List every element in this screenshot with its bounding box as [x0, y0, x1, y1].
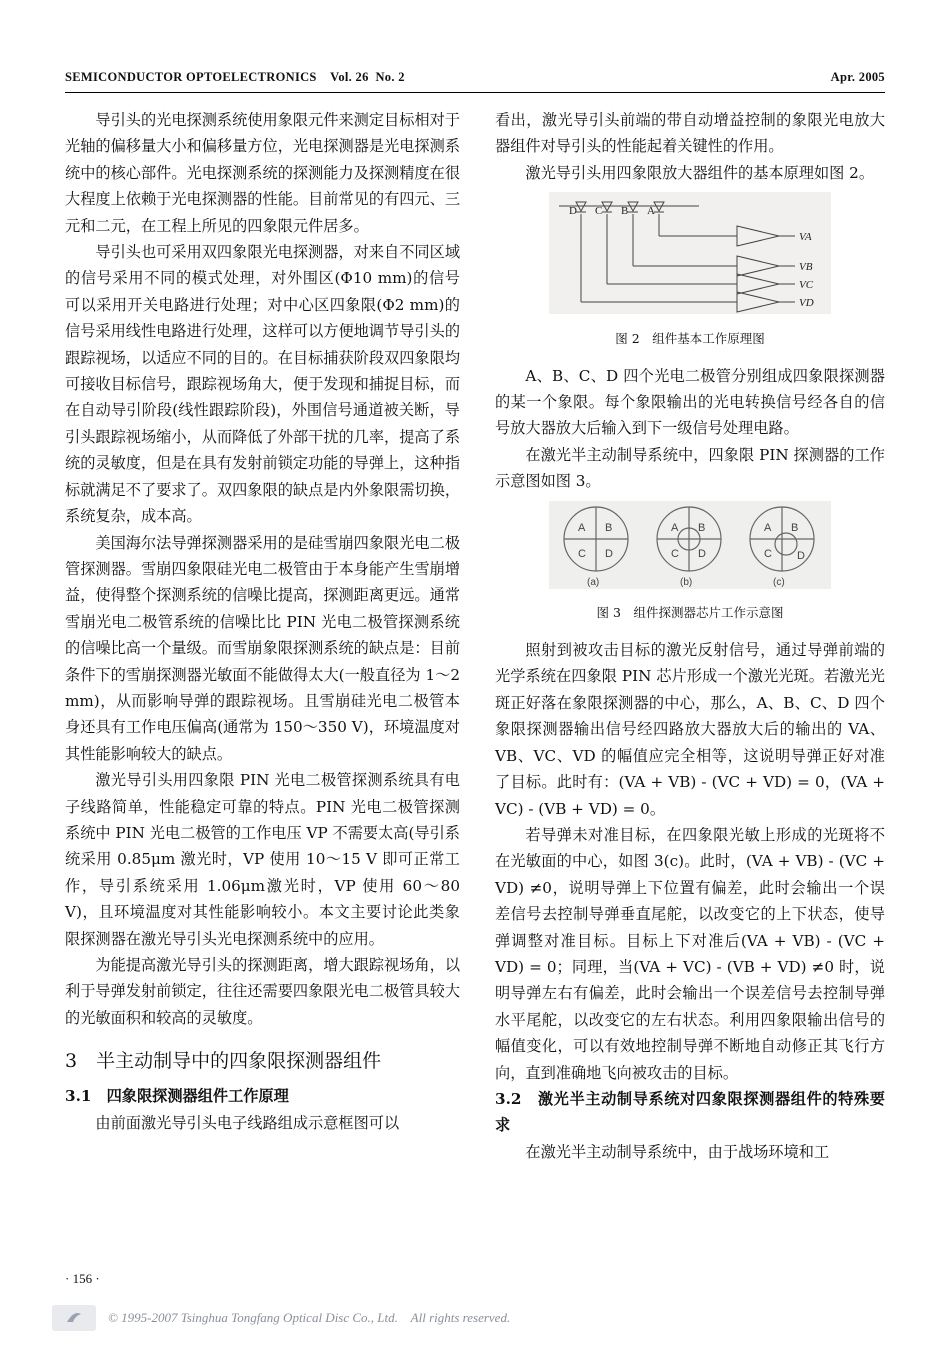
paragraph: 导引头的光电探测系统使用象限元件来测定目标相对于光轴的偏移量大小和偏移量方位，光电探测器是光电探测系统中的核心部件。光电探测系统的探测能力及探测精度在很大程度上依赖于光电探测器的性能。目前常见的有四元、三元和二元，在工程上所见的四象限元件居多。 [65, 111, 460, 235]
quadrant-diagram [549, 501, 831, 589]
quadrant-label: D [698, 547, 706, 560]
paragraph: 美国海尔法导弹探测器采用的是硅雪崩四象限光电二极管探测器。雪崩四象限硅光电二极管由于本身能产生雪崩增益，使得整个探测系统的信噪比提高，探测距离更远。通常雪崩光电二极管系统的信噪比比 PIN 光电二极管探测系统的信噪比高一个量级。而雪崩象限探测系统的缺点是：目前条件下的雪崩探测器光敏面不能做得太大(一般直径为 1～2 mm)，从而影响导弹的跟踪视场。且雪崩硅光电二极管本身还具有工作电压偏高(通常为 150～350 V)，环境温度对其性能影响较大的缺点。 [65, 533, 460, 763]
output-label: VA [799, 231, 812, 244]
section-heading: 3 半主动制导中的四象限探测器组件 [65, 1050, 382, 1073]
sublabel: (b) [680, 576, 693, 588]
paragraph: 激光导引头用四象限放大器组件的基本原理如图 2。 [525, 163, 875, 182]
quadrant-label: B [605, 521, 613, 534]
quadrant-label: C [671, 547, 679, 560]
quadrant-label: D [605, 547, 613, 560]
figure-3 [495, 501, 885, 597]
diode-label: C [595, 205, 603, 218]
header-rule [65, 92, 885, 93]
paragraph: 由前面激光导引头电子线路组成示意框图可以 [95, 1113, 400, 1132]
copyright-text: © 1995-2007 Tsinghua Tongfang Optical Disc Co., Ltd. All rights reserved. [108, 1310, 511, 1325]
paragraph: A、B、C、D 四个光电二极管分别组成四象限探测器的某一个象限。每个象限输出的光电转换信号经各自的信号放大器放大后输入到下一级信号处理电路。 [495, 366, 885, 438]
quadrant-label: C [578, 547, 586, 560]
publisher-logo-icon [52, 1305, 96, 1331]
page-number: · 156 · [65, 1271, 100, 1286]
paragraph: 在激光半主动制导系统中，由于战场环境和工 [525, 1142, 830, 1161]
circuit-diagram [549, 192, 831, 314]
diode-label: D [569, 205, 577, 218]
left-column [65, 107, 460, 1136]
output-label: VD [799, 297, 814, 310]
quadrant-label: C [764, 547, 772, 560]
right-column [495, 107, 885, 1165]
figure-2-caption: 图 2 组件基本工作原理图 [615, 330, 765, 346]
quadrant-label: A [764, 521, 772, 534]
sublabel: (c) [773, 576, 785, 588]
journal-header: SEMICONDUCTOR OPTOELECTRONICS Vol. 26 No. 2 [65, 70, 405, 84]
quadrant-label: D [797, 549, 805, 562]
paragraph: 在激光半主动制导系统中，四象限 PIN 探测器的工作示意图如图 3。 [495, 445, 885, 491]
sublabel: (a) [587, 576, 600, 588]
subsection-heading: 3.2 激光半主动制导系统对四象限探测器组件的特殊要求 [495, 1089, 885, 1135]
paragraph: 激光导引头用四象限 PIN 光电二极管探测系统具有电子线路简单，性能稳定可靠的特点。PIN 光电二极管探测系统中 PIN 光电二极管的工作电压 VP 不需要太高(导引系统采用 0.85μm 激光时，VP 使用 10～15 V 即可正常工作，导引系统采用 1.06μm激光时，VP 使用 60～80 V)，且环境温度对其性能影响较小。本文主要讨论此类象限探测器在激光导引头光电探测系统中的应用。 [65, 771, 460, 948]
figure-3-caption: 图 3 组件探测器芯片工作示意图 [596, 605, 784, 621]
paragraph: 导引头也可采用双四象限光电探测器，对来自不同区域的信号采用不同的模式处理，对外围区(Φ10 mm)的信号可以采用开关电路进行处理；对中心区四象限(Φ2 mm)的信号采用线性电路进行处理，这样可以方便地调节导引头的跟踪视场，以适应不同的目的。在目标捕获阶段双四象限均可接收目标信号，跟踪视场角大，便于发现和捕捉目标，而在自动导引阶段(线性跟踪阶段)，外围信号通道被关断，导引头跟踪视场缩小，从而降低了外部干扰的几率，提高了系统的灵敏度，但是在具有发射前锁定功能的导弹上，这种指标就满足不了要求了。双四象限的缺点是内外象限需切换，系统复杂，成本高。 [65, 243, 460, 526]
paragraph: 为能提高激光导引头的探测距离，增大跟踪视场角，以利于导弹发射前锁定，往往还需要四象限光电二极管具较大的光敏面积和较高的灵敏度。 [65, 956, 460, 1027]
copyright-footer [52, 1303, 510, 1333]
quadrant-label: B [698, 521, 706, 534]
paragraph: 照射到被攻击目标的激光反射信号，通过导弹前端的光学系统在四象限 PIN 芯片形成一个激光光斑。若激光光斑正好落在象限探测器的中心，那么，A、B、C、D 四个象限探测器输出信号经四路放大器放大后的输出的 VA、VB、VC、VD 的幅值应完全相等，这说明导弹正好对准了目标。此时有：(VA + VB) - (VC + VD) = 0，(VA + VC) - (VB + VD) = 0。 [495, 641, 885, 818]
subsection-heading: 3.1 四象限探测器组件工作原理 [65, 1087, 289, 1106]
diode-label: B [621, 205, 629, 218]
diode-label: A [647, 205, 655, 218]
output-label: VB [799, 261, 813, 274]
issue-date: Apr. 2005 [830, 70, 885, 84]
quadrant-label: A [578, 521, 586, 534]
quadrant-label: A [671, 521, 679, 534]
output-label: VC [799, 279, 814, 292]
figure-2 [495, 192, 885, 322]
quadrant-label: B [791, 521, 799, 534]
paragraph: 看出，激光导引头前端的带自动增益控制的象限光电放大器组件对导引头的性能起着关键性的作用。 [495, 111, 885, 156]
paragraph: 若导弹未对准目标，在四象限光敏上形成的光斑将不在光敏面的中心，如图 3(c)。此时，(VA + VB) - (VC + VD) ≠0，说明导弹上下位置有偏差，此时会输出一个误差信号去控制导弹垂直尾舵，以改变它的上下状态，使导弹调整对准目标。目标上下对准后(VA + VB) - (VC + VD) = 0；同理，当(VA + VC) - (VB + VD) ≠0 时，说明导弹左右有偏差，此时会输出一个误差信号去控制导弹水平尾舵，以改变它的左右状态。利用四象限输出信号的幅值变化，可以有效地控制导弹不断地自动修正其飞行方向，直到准确地飞向被攻击的目标。 [495, 825, 885, 1082]
